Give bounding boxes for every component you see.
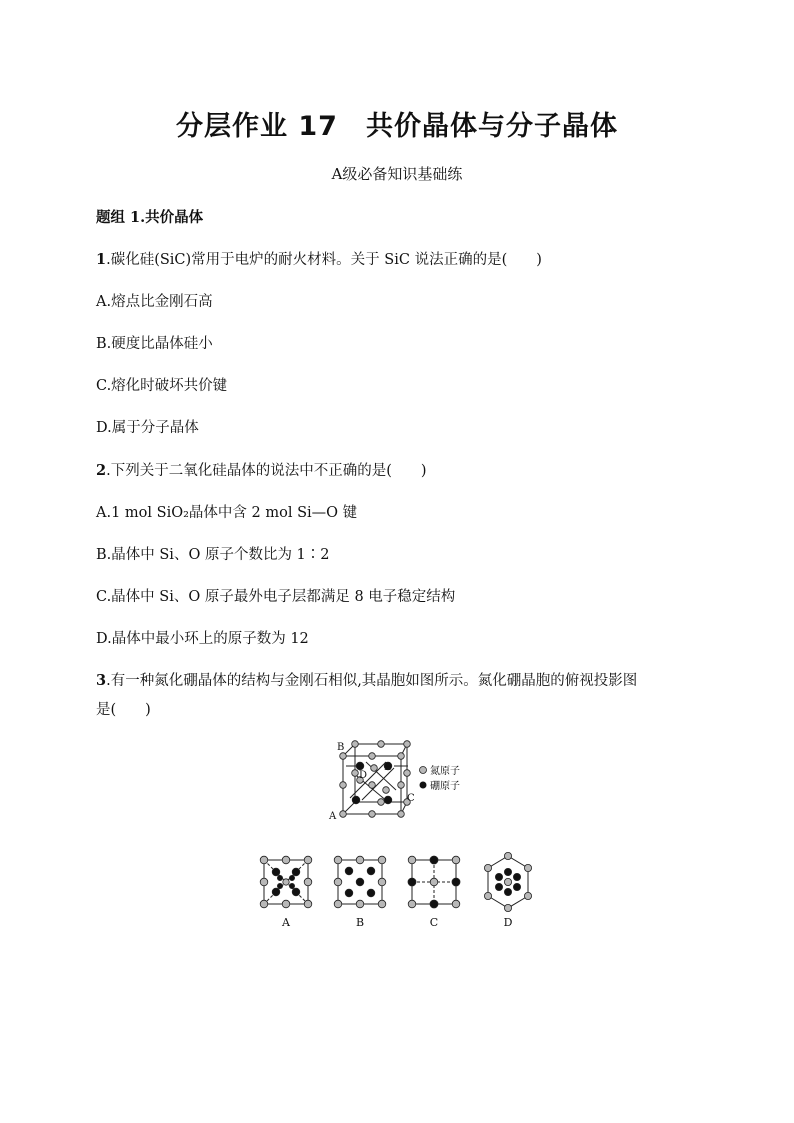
boron-atom	[513, 873, 520, 880]
nitrogen-legend-marker	[420, 767, 427, 774]
question-2-stem	[96, 459, 427, 480]
boron-atom	[367, 889, 375, 897]
cell-label-c: C	[407, 793, 415, 804]
nitrogen-atom	[282, 900, 290, 908]
cell-label-d: D	[359, 770, 368, 781]
nitrogen-atom	[369, 753, 376, 760]
boron-atom	[345, 889, 353, 897]
group-heading: 题组 1.共价晶体	[96, 209, 204, 226]
nitrogen-atom	[352, 770, 359, 777]
choice-c-diagram	[408, 856, 460, 908]
question-1-stem	[96, 248, 542, 269]
nitrogen-atom	[378, 878, 386, 886]
nitrogen-atom	[334, 878, 342, 886]
question-3-stem	[96, 669, 637, 690]
boron-legend-marker	[420, 782, 427, 789]
boron-atom	[292, 888, 300, 896]
nitrogen-atom	[383, 787, 390, 794]
boron-atom	[356, 878, 364, 886]
boron-atom	[277, 883, 282, 888]
legend-nitrogen: 氮原子	[430, 766, 460, 777]
nitrogen-atom	[378, 799, 385, 806]
boron-atom	[272, 868, 280, 876]
q1-option-b: B.硬度比晶体硅小	[96, 336, 213, 352]
choice-label-a: A	[282, 916, 290, 929]
boron-atom	[430, 900, 438, 908]
q1-option-c: C.熔化时破坏共价键	[96, 378, 228, 394]
nitrogen-atom	[378, 741, 385, 748]
choice-label-d: D	[503, 916, 513, 929]
boron-atom	[289, 883, 294, 888]
legend-boron: 硼原子	[430, 781, 460, 792]
q2-option-d: D.晶体中最小环上的原子数为 12	[96, 631, 309, 647]
boron-atom	[452, 878, 460, 886]
nitrogen-atom	[282, 856, 290, 864]
boron-atom	[292, 868, 300, 876]
nitrogen-atom	[260, 878, 268, 886]
page-title: 分层作业 17 共价晶体与分子晶体	[176, 111, 618, 142]
nitrogen-atom	[304, 878, 312, 886]
boron-atom	[504, 888, 511, 895]
boron-atom	[367, 867, 375, 875]
question-3-stem-cont: 是( )	[96, 702, 151, 718]
nitrogen-atom	[504, 852, 511, 859]
nitrogen-atom	[304, 900, 312, 908]
nitrogen-atom	[404, 770, 411, 777]
nitrogen-atom	[369, 811, 376, 818]
projection-diagrams	[256, 852, 546, 934]
nitrogen-atom	[524, 864, 531, 871]
nitrogen-atom	[398, 811, 405, 818]
cell-label-a: A	[329, 811, 337, 822]
nitrogen-atom	[398, 782, 405, 789]
boron-atom	[272, 888, 280, 896]
question-text: .碳化硅(SiC)常用于电炉的耐火材料。关于 SiC 说法正确的是( )	[106, 252, 542, 268]
nitrogen-atom	[452, 856, 460, 864]
boron-atom	[289, 875, 294, 880]
nitrogen-atom	[283, 879, 289, 885]
choice-label-b: B	[355, 916, 365, 929]
nitrogen-atom	[398, 753, 405, 760]
q1-option-d: D.属于分子晶体	[96, 420, 199, 436]
nitrogen-atom	[356, 856, 364, 864]
boron-atom	[345, 867, 353, 875]
choice-label-c: C	[429, 916, 439, 929]
boron-atom	[408, 878, 416, 886]
boron-nitride-unit-cell-figure	[326, 738, 476, 828]
nitrogen-atom	[504, 904, 511, 911]
nitrogen-atom	[430, 878, 438, 886]
boron-atom	[504, 868, 511, 875]
boron-atom	[495, 883, 502, 890]
nitrogen-atom	[340, 753, 347, 760]
nitrogen-atom	[369, 782, 376, 789]
boron-atom	[513, 883, 520, 890]
cell-label-b: B	[337, 742, 345, 753]
nitrogen-atom	[356, 900, 364, 908]
nitrogen-atom	[371, 765, 378, 772]
nitrogen-atom	[452, 900, 460, 908]
unit-cell-diagram	[326, 738, 476, 824]
nitrogen-atom	[352, 741, 359, 748]
nitrogen-atom	[408, 856, 416, 864]
boron-atom	[352, 796, 360, 804]
boron-atom	[430, 856, 438, 864]
nitrogen-atom	[484, 892, 491, 899]
nitrogen-atom	[334, 856, 342, 864]
nitrogen-atom	[340, 811, 347, 818]
boron-atom	[495, 873, 502, 880]
nitrogen-atom	[340, 782, 347, 789]
q2-option-c: C.晶体中 Si、O 原子最外电子层都满足 8 电子稳定结构	[96, 589, 456, 605]
nitrogen-atom	[484, 864, 491, 871]
q1-option-a: A.熔点比金刚石高	[96, 294, 213, 310]
boron-atom	[384, 796, 392, 804]
choice-b-diagram	[334, 856, 386, 908]
q2-option-a: A.1 mol SiO₂晶体中含 2 mol Si—O 键	[96, 505, 358, 521]
section-subtitle: A级必备知识基础练	[331, 165, 463, 183]
boron-atom	[277, 875, 282, 880]
question-text: .下列关于二氧化硅晶体的说法中不正确的是( )	[106, 463, 427, 479]
question-text: .有一种氮化硼晶体的结构与金刚石相似,其晶胞如图所示。氮化硼晶胞的俯视投影图	[106, 673, 638, 689]
question-number: 1	[96, 251, 107, 268]
projection-choices	[256, 852, 546, 938]
choice-d-diagram	[484, 852, 531, 911]
boron-atom	[356, 762, 364, 770]
nitrogen-atom	[260, 900, 268, 908]
nitrogen-atom	[404, 741, 411, 748]
nitrogen-atom	[378, 900, 386, 908]
nitrogen-atom	[504, 878, 511, 885]
question-number: 2	[96, 462, 107, 479]
nitrogen-atom	[524, 892, 531, 899]
nitrogen-atom	[378, 856, 386, 864]
nitrogen-atom	[304, 856, 312, 864]
cell-label-e: E	[384, 762, 392, 773]
choice-a-diagram	[260, 856, 312, 908]
q2-option-b: B.晶体中 Si、O 原子个数比为 1∶2	[96, 547, 330, 563]
nitrogen-atom	[408, 900, 416, 908]
question-number: 3	[96, 672, 107, 689]
nitrogen-atom	[334, 900, 342, 908]
nitrogen-atom	[260, 856, 268, 864]
